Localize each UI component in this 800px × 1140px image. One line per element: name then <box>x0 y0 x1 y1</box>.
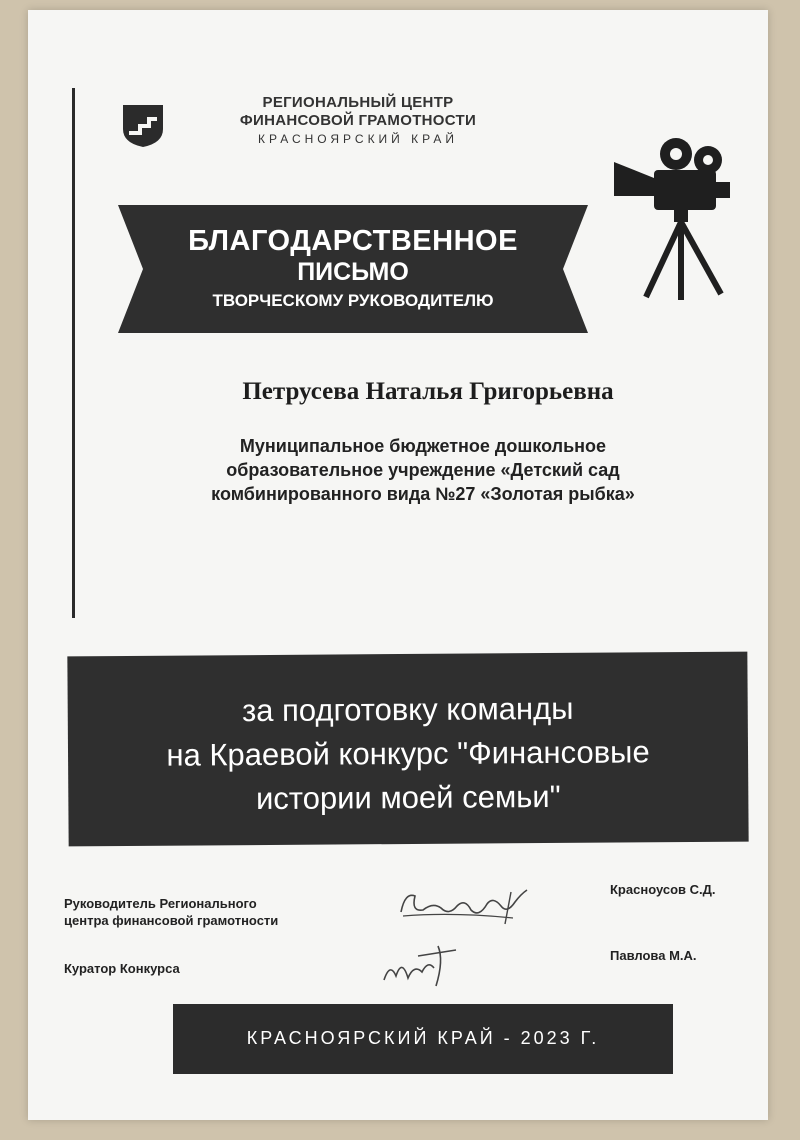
recipient-institution <box>158 434 688 506</box>
organization-line-1: РЕГИОНАЛЬНЫЙ ЦЕНТР <box>262 94 454 111</box>
reason-line: на Краевой конкурс "Финансовые <box>166 734 650 773</box>
footer-text: КРАСНОЯРСКИЙ КРАЙ - 2023 Г. <box>246 1028 600 1048</box>
title-banner <box>118 205 588 333</box>
organization-line-2: ФИНАНСОВОЙ ГРАМОТНОСТИ <box>239 112 477 129</box>
organization-region: КРАСНОЯРСКИЙ КРАЙ <box>258 132 458 146</box>
head-title-line: Руководитель Регионального <box>64 896 257 911</box>
award-reason-box <box>67 652 748 847</box>
institution-line: Муниципальное бюджетное дошкольное <box>239 436 607 456</box>
head-signatory-name: Красноусов С.Д. <box>610 882 716 897</box>
head-signature-image <box>393 882 533 932</box>
curator-name: Павлова М.А. <box>610 948 697 963</box>
logo-shield-icon <box>123 105 163 147</box>
film-camera-icon <box>596 122 746 302</box>
curator-signature-image <box>378 940 468 990</box>
head-signatory-title <box>64 895 278 929</box>
left-vertical-rule <box>72 88 75 618</box>
document-title-2: ПИСЬМО <box>297 258 409 286</box>
institution-line: комбинированного вида №27 «Золотая рыбка» <box>211 484 635 504</box>
footer-banner <box>173 1004 673 1074</box>
recipient-name: Петрусева Наталья Григорьевна <box>242 378 614 405</box>
reason-line: истории моей семьи" <box>255 778 561 817</box>
document-title: БЛАГОДАРСТВЕННОЕ <box>188 225 518 257</box>
certificate-sheet <box>28 10 768 1120</box>
head-title-line: центра финансовой грамотности <box>64 913 279 928</box>
institution-line: образовательное учреждение «Детский сад <box>226 460 620 480</box>
curator-title: Куратор Конкурса <box>64 961 180 976</box>
document-subtitle: ТВОРЧЕСКОМУ РУКОВОДИТЕЛЮ <box>212 291 494 310</box>
reason-line: за подготовку команды <box>241 690 574 729</box>
organization-header <box>208 94 508 146</box>
